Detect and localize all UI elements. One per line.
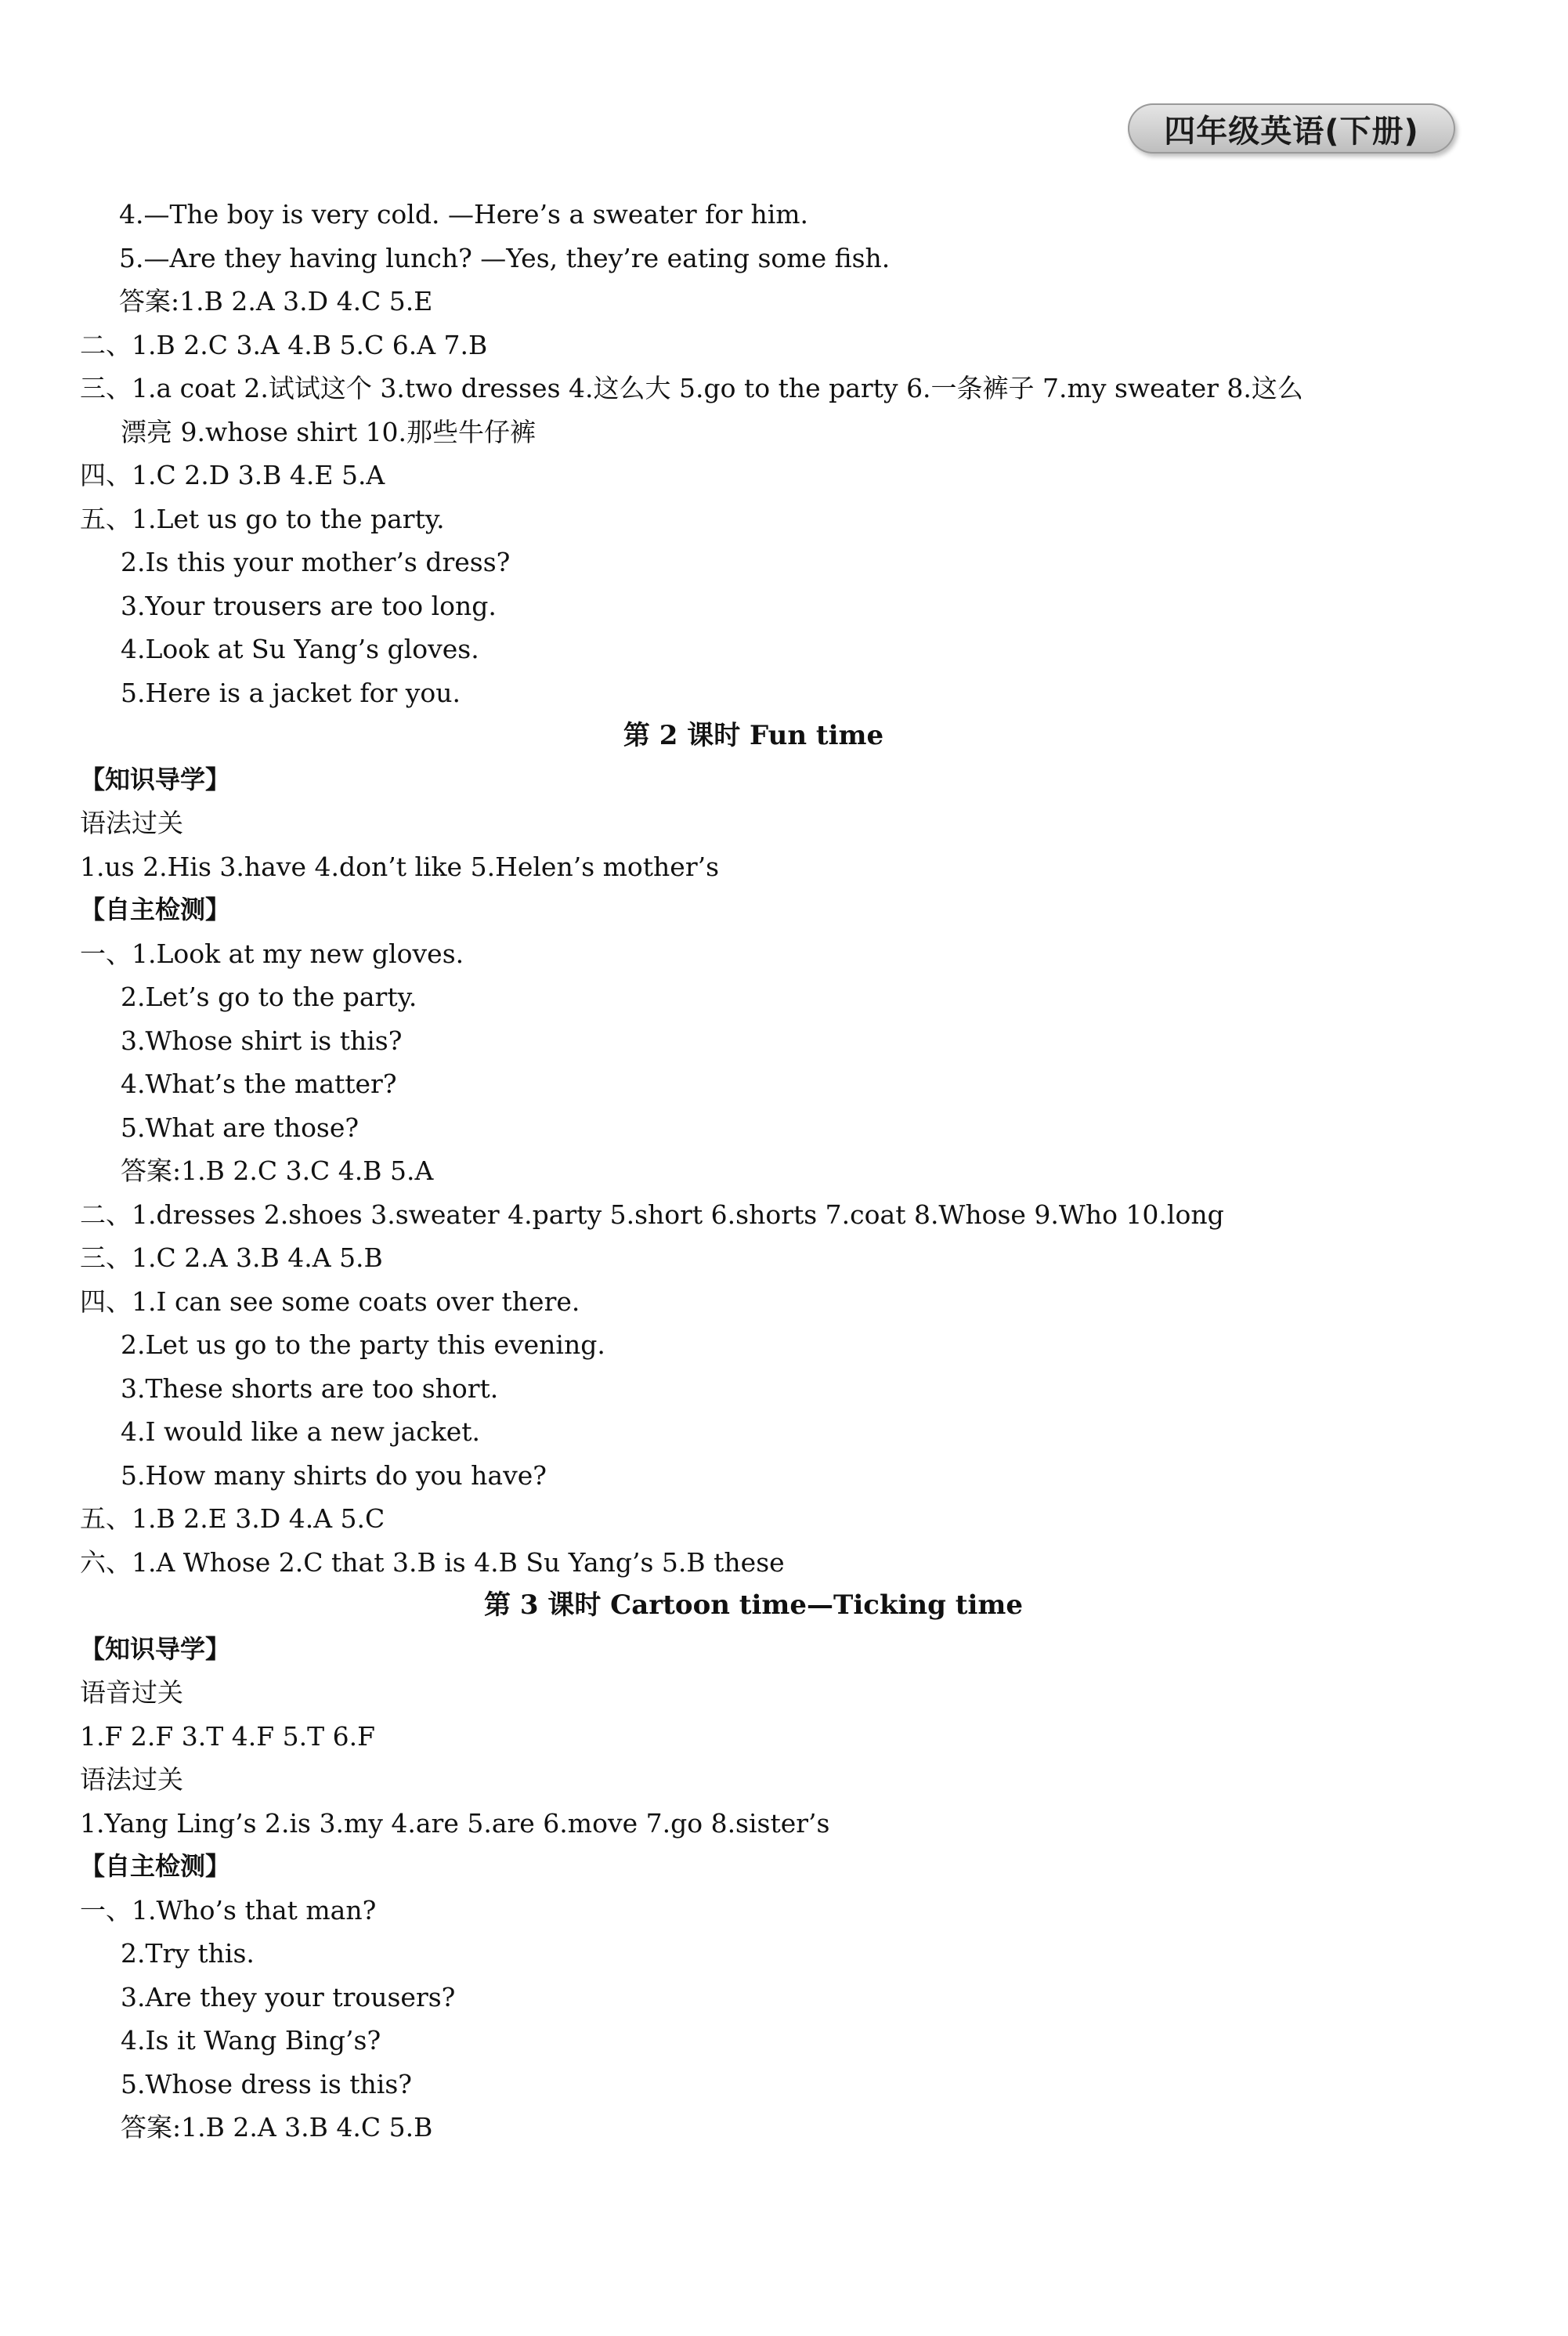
subsection-label: 语法过关 xyxy=(80,808,183,838)
text-line: 1.F 2.F 3.T 4.F 5.T 6.F xyxy=(80,1720,375,1752)
text-line: 4.Is it Wang Bing’s? xyxy=(121,2025,381,2056)
subsection-label: 语法过关 xyxy=(80,1764,183,1795)
text-line: 2.Let us go to the party this evening. xyxy=(121,1329,605,1360)
text-line: 六、1.A Whose 2.C that 3.B is 4.B Su Yang’s 5.B these xyxy=(80,1546,785,1578)
text-line: 五、1.B 2.E 3.D 4.A 5.C xyxy=(80,1503,385,1534)
text-line: 3.These shorts are too short. xyxy=(121,1372,499,1404)
section-heading: 第 2 课时 Fun time xyxy=(623,720,884,751)
text-line: 4.—The boy is very cold. —Here’s a sweater for him. xyxy=(119,199,809,230)
answer-content xyxy=(80,193,1474,2150)
text-line: 1.Yang Ling’s 2.is 3.my 4.are 5.are 6.move 7.go 8.sister’s xyxy=(80,1807,830,1839)
text-line: 答案:1.B 2.C 3.C 4.B 5.A xyxy=(121,1155,434,1186)
text-line: 二、1.B 2.C 3.A 4.B 5.C 6.A 7.B xyxy=(80,329,488,360)
text-line: 五、1.Let us go to the party. xyxy=(80,503,445,534)
section-label: 【自主检测】 xyxy=(80,895,231,924)
section-label: 【自主检测】 xyxy=(80,1851,231,1881)
text-line: 4.Look at Su Yang’s gloves. xyxy=(121,634,479,664)
text-line: 一、1.Who’s that man? xyxy=(80,1894,377,1926)
text-line: 1.us 2.His 3.have 4.don’t like 5.Helen’s mother’s xyxy=(80,851,720,882)
text-line: 5.What are those? xyxy=(121,1112,359,1143)
text-line: 四、1.C 2.D 3.B 4.E 5.A xyxy=(80,460,385,490)
text-line: 答案:1.B 2.A 3.D 4.C 5.E xyxy=(119,286,433,316)
text-line: 4.What’s the matter? xyxy=(121,1069,397,1099)
text-line: 三、1.a coat 2.试试这个 3.two dresses 4.这么大 5.go to the party 6.一条裤子 7.my sweater 8.这么 xyxy=(80,373,1303,403)
text-line: 2.Try this. xyxy=(121,1938,255,1969)
text-line: 3.Your trousers are too long. xyxy=(121,590,497,621)
section-heading: 第 3 课时 Cartoon time—Ticking time xyxy=(484,1589,1023,1621)
text-line: 3.Are they your trousers? xyxy=(121,1981,456,2012)
section-label: 【知识导学】 xyxy=(80,764,231,794)
text-line: 二、1.dresses 2.shoes 3.sweater 4.party 5.short 6.shorts 7.coat 8.Whose 9.Who 10.long xyxy=(80,1199,1224,1230)
text-line: 5.Whose dress is this? xyxy=(121,2068,412,2099)
text-line: 2.Let’s go to the party. xyxy=(121,982,417,1012)
text-line: 四、1.I can see some coats over there. xyxy=(80,1286,580,1317)
text-line: 5.How many shirts do you have? xyxy=(121,1459,547,1491)
text-line: 一、1.Look at my new gloves. xyxy=(80,938,464,969)
text-line: 漂亮 9.whose shirt 10.那些牛仔裤 xyxy=(121,416,537,447)
text-line: 三、1.C 2.A 3.B 4.A 5.B xyxy=(80,1242,383,1273)
text-line: 5.—Are they having lunch? —Yes, they’re eating some fish. xyxy=(119,242,891,273)
text-line: 4.I would like a new jacket. xyxy=(121,1416,481,1447)
text-line: 3.Whose shirt is this? xyxy=(121,1025,403,1056)
text-line: 5.Here is a jacket for you. xyxy=(121,677,461,708)
text-line: 2.Is this your mother’s dress? xyxy=(121,547,511,577)
subsection-label: 语音过关 xyxy=(80,1677,183,1708)
section-label: 【知识导学】 xyxy=(80,1633,231,1664)
text-line: 答案:1.B 2.A 3.B 4.C 5.B xyxy=(121,2112,433,2143)
header-badge: 四年级英语(下册) xyxy=(1128,103,1455,154)
